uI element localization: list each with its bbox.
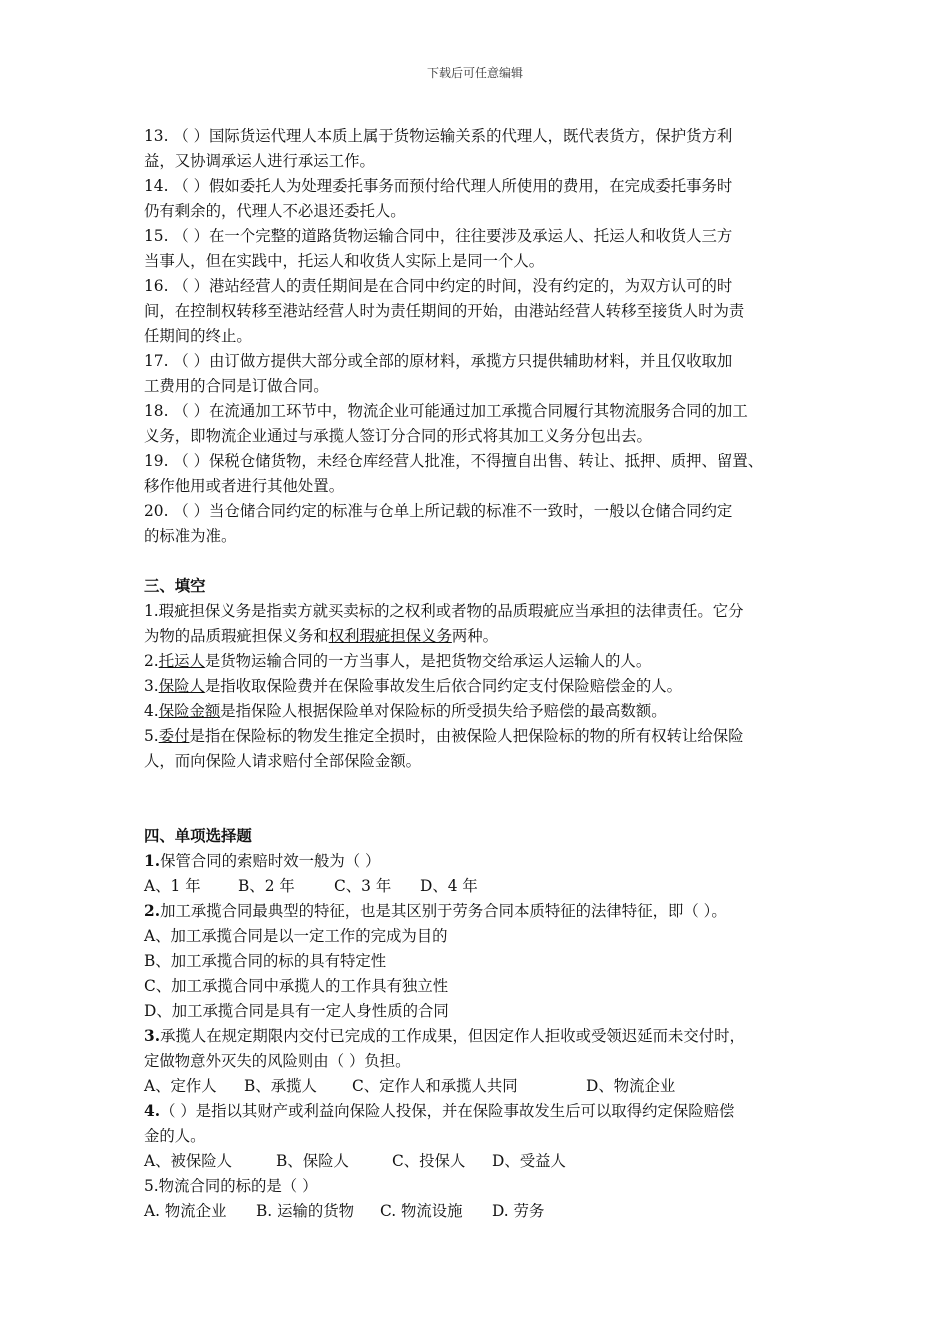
fill-q1-pre: 为物的品质瑕疵担保义务和 — [144, 627, 329, 645]
page-header: 下载后可任意编辑 — [426, 66, 523, 80]
fill-q3 — [144, 674, 824, 699]
fill-q1-post: 两种。 — [451, 627, 499, 645]
mc-q1-text: 保管合同的索赔时效一般为（ ） — [160, 852, 381, 870]
tf-17-line-2: 工费用的合同是订做合同。 — [144, 377, 329, 395]
mc-q4-stem-2: 金的人。 — [144, 1127, 206, 1145]
mc-q4-stem — [144, 1099, 824, 1124]
fill-q2-answer: 托运人 — [158, 652, 205, 670]
mc-q5-option-b: B. 运输的货物 — [256, 1202, 355, 1220]
mc-q1-options — [144, 874, 824, 899]
tf-20-line-2: 的标准为准。 — [144, 527, 237, 545]
mc-q5-option-c: C. 物流设施 — [380, 1202, 463, 1220]
fill-q3-num: 3. — [144, 677, 159, 695]
mc-q4-option-a: A、被保险人 — [144, 1152, 233, 1170]
tf-18-line-2: 义务，即物流企业通过与承揽人签订分合同的形式将其加工义务分包出去。 — [144, 427, 652, 445]
mc-q5-option-d: D. 劳务 — [492, 1202, 545, 1220]
mc-q2-text: 加工承揽合同最典型的特征，也是其区别于劳务合同本质特征的法律特征，即（ ）。 — [160, 902, 727, 920]
mc-q1-option-a: A、1 年 — [144, 877, 201, 895]
mc-q3-option-a: A、定作人 — [144, 1077, 217, 1095]
fill-q1-line-2 — [144, 624, 824, 649]
mc-q1-option-d: D、4 年 — [420, 877, 478, 895]
mc-section — [144, 824, 824, 1224]
tf-15-line-2: 当事人，但在实践中，托运人和收货人实际上是同一个人。 — [144, 252, 545, 270]
fill-q4-num: 4. — [144, 702, 159, 720]
tf-13-line-2: 益，又协调承运人进行承运工作。 — [144, 152, 375, 170]
mc-q5-stem: 5.物流合同的标的是（ ） — [144, 1177, 318, 1195]
tf-16-line-2: 间，在控制权转移至港站经营人时为责任期间的开始，由港站经营人转移至接货人时为责 — [144, 302, 745, 320]
fill-q5-line-1 — [144, 724, 824, 749]
mc-q1-stem — [144, 849, 824, 874]
tf-15-line-1: 15. （ ）在一个完整的道路货物运输合同中，往往要涉及承运人、托运人和收货人三方 — [144, 227, 733, 245]
fill-q4-answer: 保险金额 — [158, 702, 221, 720]
mc-q3-stem-2: 定做物意外灭失的风险则由（ ）负担。 — [144, 1052, 411, 1070]
fill-q1-line-1: 1.瑕疵担保义务是指卖方就买卖标的之权利或者物的品质瑕疵应当承担的法律责任。它分 — [144, 602, 744, 620]
tf-19-line-1: 19. （ ）保税仓储货物，未经仓库经营人批准，不得擅自出售、转让、抵押、质押、留置、 — [144, 452, 764, 470]
tf-16-line-1: 16. （ ）港站经营人的责任期间是在合同中约定的时间，没有约定的，为双方认可的时 — [144, 277, 733, 295]
mc-q4-option-d: D、受益人 — [492, 1152, 566, 1170]
fill-q4 — [144, 699, 824, 724]
mc-q5-options — [144, 1199, 824, 1224]
tf-13-line-1: 13. （ ）国际货运代理人本质上属于货物运输关系的代理人，既代表货方，保护货方利 — [144, 127, 733, 145]
fill-q5-answer: 委付 — [158, 727, 190, 745]
fill-q4-post: 是指保险人根据保险单对保险标的所受损失给予赔偿的最高数额。 — [220, 702, 667, 720]
mc-heading: 四、单项选择题 — [144, 827, 252, 845]
mc-q1-num: 1. — [144, 852, 161, 870]
tf-16-line-3: 任期间的终止。 — [144, 327, 252, 345]
mc-q2-option-c: C、加工承揽合同中承揽人的工作具有独立性 — [144, 977, 449, 995]
mc-q4-option-c: C、投保人 — [392, 1152, 466, 1170]
fill-heading: 三、填空 — [144, 577, 206, 595]
fill-q3-answer: 保险人 — [158, 677, 205, 695]
tf-14-line-1: 14. （ ）假如委托人为处理委托事务而预付给代理人所使用的费用，在完成委托事务时 — [144, 177, 733, 195]
tf-section — [144, 124, 824, 549]
fill-q3-post: 是指收取保险费并在保险事故发生后依合同约定支付保险赔偿金的人。 — [204, 677, 682, 695]
mc-q2-num: 2. — [144, 902, 161, 920]
fill-section — [144, 574, 824, 774]
mc-q5-option-a: A. 物流企业 — [144, 1202, 227, 1220]
mc-q1-option-c: C、3 年 — [334, 877, 392, 895]
fill-q5-line-2: 人，而向保险人请求赔付全部保险金额。 — [144, 752, 422, 770]
tf-18-line-1: 18. （ ）在流通加工环节中，物流企业可能通过加工承揽合同履行其物流服务合同的加工 — [144, 402, 748, 420]
fill-q2-num: 2. — [144, 652, 159, 670]
fill-q5-post: 是指在保险标的物发生推定全损时，由被保险人把保险标的物的所有权转让给保险 — [189, 727, 744, 745]
mc-q4-num: 4. — [144, 1102, 161, 1120]
tf-14-line-2: 仍有剩余的，代理人不必退还委托人。 — [144, 202, 406, 220]
mc-q2-option-a: A、加工承揽合同是以一定工作的完成为目的 — [144, 927, 448, 945]
mc-q4-text: （ ）是指以其财产或利益向保险人投保，并在保险事故发生后可以取得约定保险赔偿 — [160, 1102, 735, 1120]
tf-20-line-1: 20. （ ）当仓储合同约定的标准与仓单上所记载的标准不一致时，一般以仓储合同约定 — [144, 502, 733, 520]
fill-q2 — [144, 649, 824, 674]
mc-q2-stem — [144, 899, 824, 924]
fill-q5-num: 5. — [144, 727, 159, 745]
mc-q3-option-c: C、定作人和承揽人共同 — [352, 1077, 518, 1095]
mc-q3-option-d: D、物流企业 — [586, 1077, 676, 1095]
mc-q3-num: 3. — [144, 1027, 161, 1045]
mc-q3-options — [144, 1074, 824, 1099]
fill-q1-answer: 权利瑕疵担保义务 — [328, 627, 452, 645]
mc-q4-options — [144, 1149, 824, 1174]
mc-q3-text: 承揽人在规定期限内交付已完成的工作成果，但因定作人拒收或受领迟延而未交付时， — [160, 1027, 745, 1045]
mc-q1-option-b: B、2 年 — [238, 877, 295, 895]
tf-19-line-2: 移作他用或者进行其他处置。 — [144, 477, 345, 495]
mc-q3-option-b: B、承揽人 — [244, 1077, 317, 1095]
tf-17-line-1: 17. （ ）由订做方提供大部分或全部的原材料，承揽方只提供辅助材料，并且仅收取加 — [144, 352, 733, 370]
mc-q4-option-b: B、保险人 — [276, 1152, 349, 1170]
mc-q2-option-d: D、加工承揽合同是具有一定人身性质的合同 — [144, 1002, 449, 1020]
document-body — [144, 124, 824, 1224]
mc-q2-option-b: B、加工承揽合同的标的具有特定性 — [144, 952, 387, 970]
mc-q3-stem — [144, 1024, 824, 1049]
fill-q2-post: 是货物运输合同的一方当事人，是把货物交给承运人运输人的人。 — [204, 652, 652, 670]
